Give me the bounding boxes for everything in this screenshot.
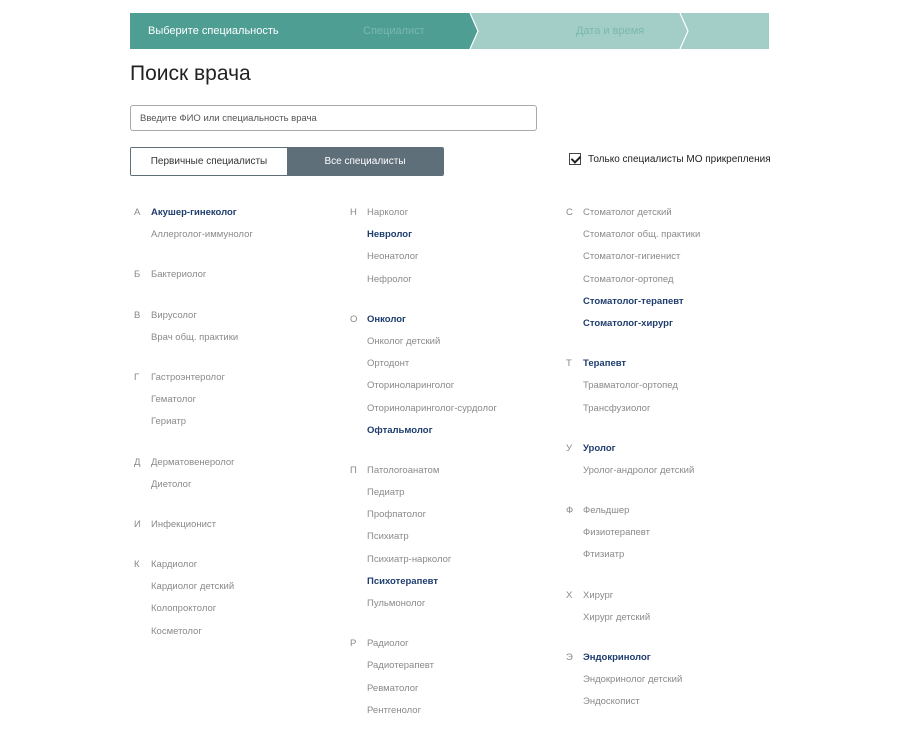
specialty-list [583,202,766,335]
group-letter: Р [350,638,357,650]
group-letter: Д [134,456,141,468]
specialty-link[interactable]: Уролог [583,442,616,454]
specialty-list [583,438,766,482]
specialty-link[interactable]: Педиатр [367,487,405,499]
group-letter: Г [134,371,140,383]
specialty-column-1 [134,202,334,661]
specialty-link[interactable]: Фтизиатр [583,549,625,561]
tab-primary-specialists[interactable]: Первичные специалисты [131,148,287,175]
specialist-tabs [130,147,444,176]
specialty-link[interactable]: Стоматолог-терапевт [583,295,684,307]
specialty-link[interactable]: Эндокринолог детский [583,674,683,686]
specialty-link[interactable]: Ортодонт [367,358,410,370]
specialty-column-2 [350,202,550,740]
mo-attachment-filter[interactable] [569,153,771,165]
specialty-link[interactable]: Офтальмолог [367,424,433,436]
mo-filter-label: Только специалисты МО прикрепления [588,153,771,165]
letter-group [134,367,334,434]
letter-group [566,438,766,482]
letter-group [134,305,334,349]
step-3-shape [680,13,769,49]
letter-group [134,452,334,496]
letter-group [566,202,766,335]
search-input[interactable] [131,106,536,130]
specialty-link[interactable]: Дерматовенеролог [151,456,235,468]
specialty-link[interactable]: Оториноларинголог-сурдолог [367,402,497,414]
specialty-link[interactable]: Ревматолог [367,682,419,694]
specialty-link[interactable]: Психотерапевт [367,575,438,587]
specialty-link[interactable]: Физиотерапевт [583,527,650,539]
specialty-link[interactable]: Колопроктолог [151,603,217,615]
specialty-link[interactable]: Гематолог [151,394,197,406]
letter-group [566,585,766,629]
specialty-link[interactable]: Нефролог [367,273,412,285]
specialty-link[interactable]: Косметолог [151,625,202,637]
group-letter: О [350,313,358,325]
specialty-link[interactable]: Психиатр [367,531,409,543]
specialty-list [151,554,334,643]
specialty-list [367,460,550,615]
letter-group [566,500,766,567]
tab-all-specialists[interactable]: Все специалисты [287,148,443,175]
group-letter: П [350,464,357,476]
specialty-link[interactable]: Хирург [583,589,614,601]
specialty-link[interactable]: Патологоанатом [367,464,440,476]
letter-group [350,202,550,291]
letter-group [566,647,766,714]
specialty-link[interactable]: Невролог [367,229,413,241]
group-letter: К [134,559,140,571]
group-letter: Х [566,589,573,601]
specialty-link[interactable]: Стоматолог общ. практики [583,229,701,241]
specialty-link[interactable]: Кардиолог детский [151,581,235,593]
group-letter: У [566,442,573,454]
specialty-link[interactable]: Онколог детский [367,335,441,347]
specialty-list [367,633,550,722]
specialty-link[interactable]: Стоматолог-гигиенист [583,251,681,263]
specialty-link[interactable]: Акушер-гинеколог [151,207,237,218]
letter-group [350,633,550,722]
specialty-link[interactable]: Психиатр-нарколог [367,553,452,565]
group-letter: А [134,207,141,218]
specialty-list [151,367,334,434]
letter-group [134,554,334,643]
specialty-link[interactable]: Оториноларинголог [367,380,455,392]
specialty-list [151,202,334,246]
specialty-link[interactable]: Фельдшер [583,505,630,517]
group-letter: Б [134,269,141,281]
specialty-link[interactable]: Профпатолог [367,509,427,521]
specialty-link[interactable]: Эндокринолог [583,652,651,663]
specialty-link[interactable]: Инфекционист [151,518,217,530]
specialty-link[interactable]: Эндоскопист [583,696,640,708]
specialty-link[interactable]: Аллерголог-иммунолог [151,229,253,241]
specialty-link[interactable]: Радиотерапевт [367,660,434,672]
specialty-link[interactable]: Травматолог-ортопед [583,380,678,392]
page-title: Поиск врача [130,62,251,85]
specialty-link[interactable]: Хирург детский [583,611,651,623]
specialty-list [367,202,550,291]
specialty-link[interactable]: Пульмонолог [367,598,426,609]
letter-group [566,353,766,420]
specialty-list [583,647,766,714]
group-letter: В [134,309,141,321]
letter-group [134,514,334,536]
specialty-list [151,305,334,349]
specialty-link[interactable]: Вирусолог [151,309,197,321]
search-field[interactable] [130,105,537,131]
specialty-list [367,309,550,442]
specialty-link[interactable]: Неонатолог [367,251,419,263]
specialty-link[interactable]: Кардиолог [151,559,198,571]
specialty-link[interactable]: Гастроэнтеролог [151,371,225,383]
specialty-link[interactable]: Радиолог [367,638,409,650]
specialty-link[interactable]: Гериатр [151,416,187,428]
specialty-link[interactable]: Стоматолог-ортопед [583,273,674,285]
specialty-link[interactable]: Рентгенолог [367,704,422,716]
letter-group [350,309,550,442]
specialty-link[interactable]: Нарколог [367,207,409,218]
specialty-link[interactable]: Стоматолог-хирург [583,317,673,329]
step-3-label: Дата и время [576,25,645,37]
specialty-link[interactable]: Бактериолог [151,269,207,281]
specialty-link[interactable]: Уролог-андролог детский [583,464,695,476]
specialty-list [151,514,334,536]
group-letter: И [134,518,141,530]
group-letter: С [566,207,573,218]
group-letter: Э [566,652,573,663]
group-letter: Ф [566,505,574,517]
group-letter: Т [566,358,572,370]
specialty-link[interactable]: Терапевт [583,358,627,370]
specialty-link[interactable]: Диетолог [151,478,192,490]
specialty-link[interactable]: Онколог [367,313,406,325]
step-1-label: Выберите специальность [148,25,279,37]
specialty-list [583,585,766,629]
letter-group [350,460,550,615]
specialty-link[interactable]: Врач общ. практики [151,331,239,343]
specialty-list [583,353,766,420]
specialty-link[interactable]: Стоматолог детский [583,207,672,218]
mo-filter-checkbox[interactable] [569,153,581,165]
group-letter: Н [350,207,357,218]
specialty-column-3 [566,202,766,732]
letter-group [134,202,334,246]
progress-stepper [130,13,769,49]
specialty-link[interactable]: Трансфузиолог [583,402,651,414]
specialty-list [151,452,334,496]
step-2-label: Специалист [363,25,425,37]
specialty-list [583,500,766,567]
specialty-list [151,264,334,286]
letter-group [134,264,334,286]
